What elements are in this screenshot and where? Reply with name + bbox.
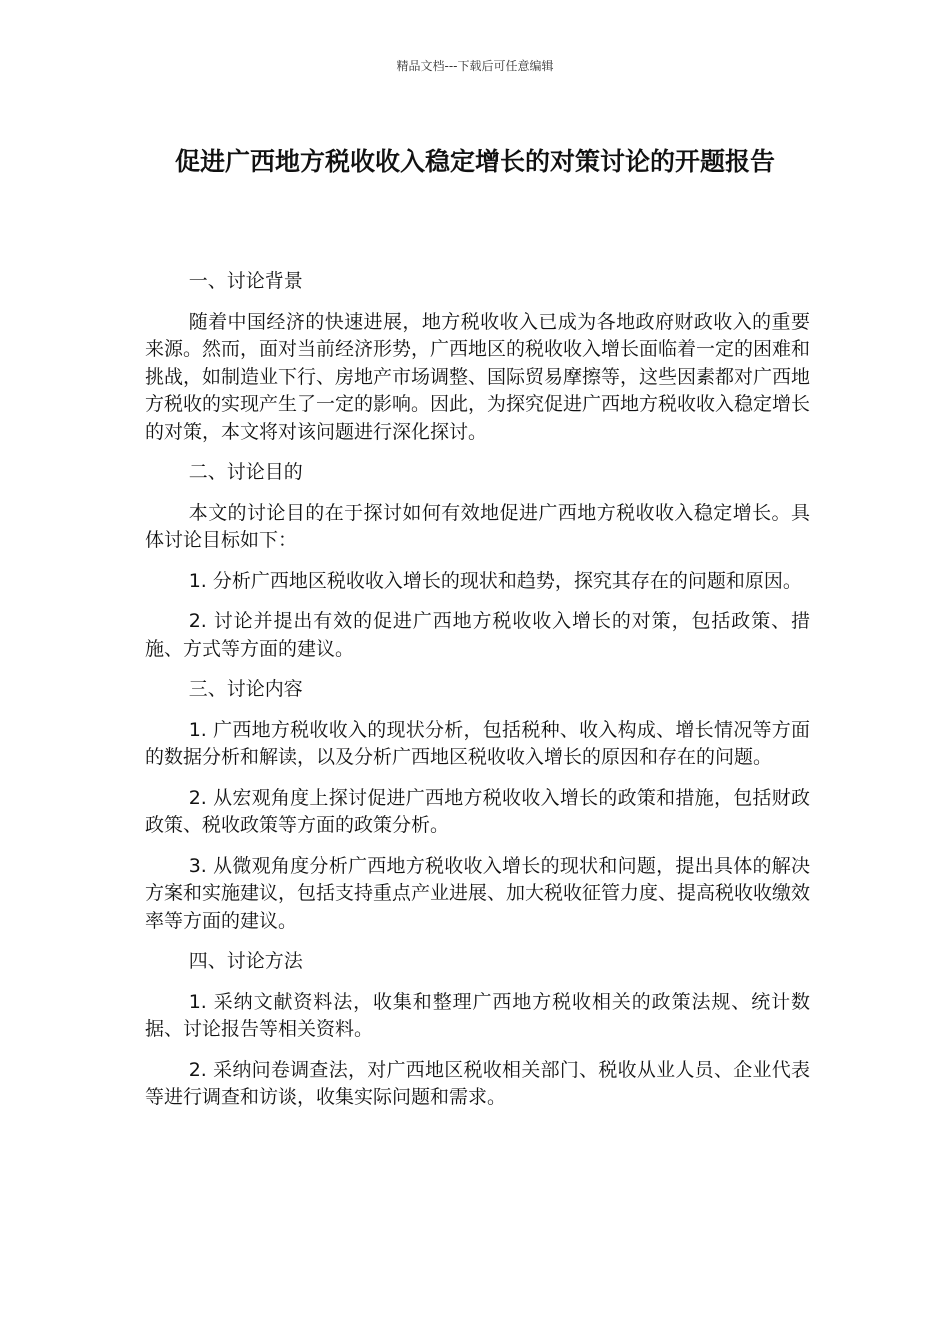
list-item: 1. 分析广西地区税收收入增长的现状和趋势，探究其存在的问题和原因。 bbox=[188, 569, 802, 592]
list-item: 2. 讨论并提出有效的促进广西地方税收收入增长的对策，包括政策、措施、方式等方面的建议。 bbox=[145, 610, 810, 660]
section-heading: 一、讨论背景 bbox=[188, 270, 303, 292]
section-background bbox=[145, 268, 810, 446]
document-title: 促进广西地方税收收入稳定增长的对策讨论的开题报告 bbox=[174, 147, 775, 176]
section-heading: 二、讨论目的 bbox=[188, 461, 303, 483]
section-heading: 四、讨论方法 bbox=[188, 950, 303, 972]
list-item: 2. 从宏观角度上探讨促进广西地方税收收入增长的政策和措施，包括财政政策、税收政策等方面的政策分析。 bbox=[145, 786, 810, 836]
list-item: 1. 采纳文献资料法，收集和整理广西地方税收相关的政策法规、统计数据、讨论报告等相关资料。 bbox=[145, 990, 810, 1040]
section-content bbox=[145, 676, 810, 935]
section-methods bbox=[145, 948, 810, 1112]
header-note: 精品文档---下载后可任意编辑 bbox=[396, 59, 554, 73]
paragraph: 随着中国经济的快速进展，地方税收收入已成为各地政府财政收入的重要来源。然而，面对当前经济形势，广西地区的税收收入增长面临着一定的困难和挑战，如制造业下行、房地产市场调整、国际贸易摩擦等，这些因素都对广西地方税收的实现产生了一定的影响。因此，为探究促进广西地方税收收入稳定增长的对策，本文将对该问题进行深化探讨。 bbox=[145, 310, 811, 443]
paragraph: 本文的讨论目的在于探讨如何有效地促进广西地方税收收入稳定增长。具体讨论目标如下： bbox=[145, 501, 810, 551]
list-item: 3. 从微观角度分析广西地方税收收入增长的现状和问题，提出具体的解决方案和实施建议，包括支持重点产业进展、加大税收征管力度、提高税收收缴效率等方面的建议。 bbox=[145, 854, 811, 932]
section-purpose bbox=[145, 459, 810, 663]
list-item: 2. 采纳问卷调查法，对广西地区税收相关部门、税收从业人员、企业代表等进行调查和访谈，收集实际问题和需求。 bbox=[145, 1058, 810, 1108]
document-body bbox=[145, 268, 810, 1125]
list-item: 1. 广西地方税收收入的现状分析，包括税种、收入构成、增长情况等方面的数据分析和解读，以及分析广西地区税收收入增长的原因和存在的问题。 bbox=[145, 718, 810, 768]
section-heading: 三、讨论内容 bbox=[188, 678, 303, 700]
